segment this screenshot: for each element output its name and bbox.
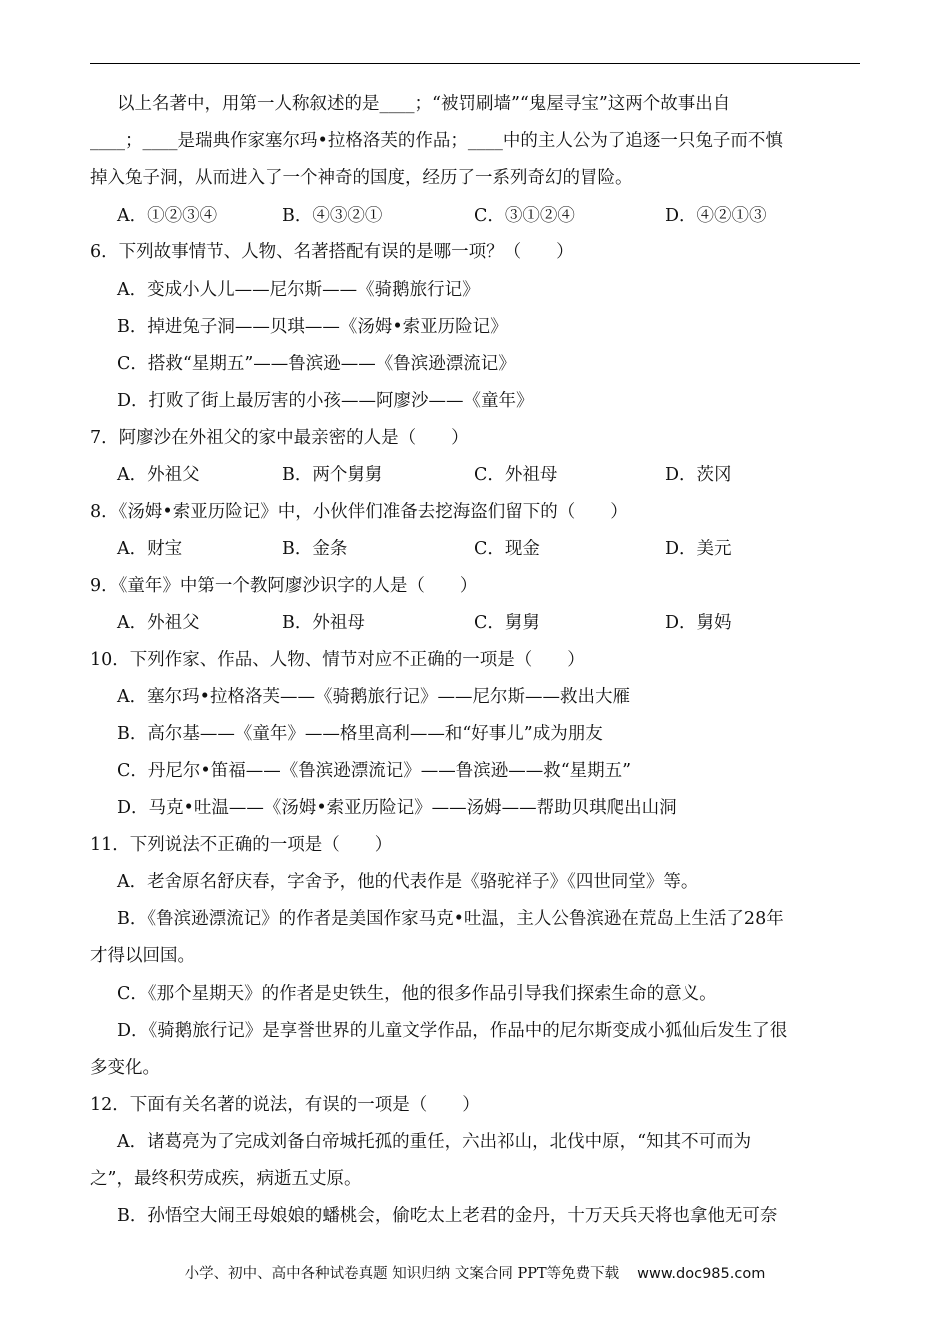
q10-stem: 10．下列作家、作品、人物、情节对应不正确的一项是（ ） [90, 650, 585, 670]
q8-option-c: C．现金 [474, 539, 540, 559]
q12-option-a-line-2: 之”，最终积劳成疾，病逝五丈原。 [90, 1169, 362, 1189]
q10-option-b: B．高尔基——《童年》——格里高利——和“好事儿”成为朋友 [117, 724, 603, 744]
q7-option-b: B．两个舅舅 [282, 465, 383, 485]
q10-option-c: C．丹尼尔•笛福——《鲁滨逊漂流记》——鲁滨逊——救“星期五” [117, 761, 632, 781]
q9-option-b: B．外祖母 [282, 613, 365, 633]
q5-paragraph-line-2: ____；____是瑞典作家塞尔玛•拉格洛芙的作品；____中的主人公为了追逐一只兔子而不慎 [90, 131, 783, 151]
q12-option-a-line-1: A．诸葛亮为了完成刘备白帝城托孤的重任，六出祁山，北伐中原，“知其不可而为 [117, 1132, 752, 1152]
q7-option-d: D．茨冈 [665, 465, 732, 485]
q12-option-b-line-1: B．孙悟空大闹王母娘娘的蟠桃会，偷吃太上老君的金丹，十万天兵天将也拿他无可奈 [117, 1206, 778, 1226]
q7-option-c: C．外祖母 [474, 465, 558, 485]
q11-option-a: A．老舍原名舒庆春，字舍予，他的代表作是《骆驼祥子》《四世同堂》等。 [117, 872, 699, 892]
q6-option-c: C．搭救“星期五”——鲁滨逊——《鲁滨逊漂流记》 [117, 354, 516, 374]
header-rule [90, 63, 860, 64]
q11-option-d-line-2: 多变化。 [90, 1058, 160, 1078]
q5-option-a: A．①②③④ [117, 206, 218, 226]
q10-option-d: D．马克•吐温——《汤姆•索亚历险记》——汤姆——帮助贝琪爬出山洞 [117, 798, 677, 818]
q9-option-d: D．舅妈 [665, 613, 732, 633]
q5-option-c: C．③①②④ [474, 206, 575, 226]
q8-option-b: B．金条 [282, 539, 348, 559]
q9-option-c: C．舅舅 [474, 613, 540, 633]
q5-option-b: B．④③②① [282, 206, 383, 226]
q12-stem: 12．下面有关名著的说法，有误的一项是（ ） [90, 1095, 480, 1115]
q7-stem: 7．阿廖沙在外祖父的家中最亲密的人是（ ） [90, 428, 469, 448]
q11-option-b-line-1: B．《鲁滨逊漂流记》的作者是美国作家马克•吐温，主人公鲁滨逊在荒岛上生活了28年 [117, 909, 784, 929]
q5-paragraph-line-1: 以上名著中，用第一人称叙述的是____；“被罚刷墙”“鬼屋寻宝”这两个故事出自 [117, 94, 731, 114]
q9-stem: 9．《童年》中第一个教阿廖沙识字的人是（ ） [90, 576, 478, 596]
q11-option-c: C．《那个星期天》的作者是史铁生，他的很多作品引导我们探索生命的意义。 [117, 984, 717, 1004]
q11-stem: 11．下列说法不正确的一项是（ ） [90, 835, 393, 855]
q6-option-a: A．变成小人儿——尼尔斯——《骑鹅旅行记》 [117, 280, 480, 300]
q7-option-a: A．外祖父 [117, 465, 200, 485]
q11-option-b-line-2: 才得以回国。 [90, 946, 195, 966]
q5-option-d: D．④②①③ [665, 206, 767, 226]
footer-text: 小学、初中、高中各种试卷真题 知识归纳 文案合同 PPT等免费下载 [184, 1266, 620, 1282]
q8-option-d: D．美元 [665, 539, 732, 559]
q6-option-b: B．掉进兔子洞——贝琪——《汤姆•索亚历险记》 [117, 317, 508, 337]
q8-stem: 8．《汤姆•索亚历险记》中，小伙伴们准备去挖海盗们留下的（ ） [90, 502, 628, 522]
page-footer [0, 1262, 950, 1283]
q9-option-a: A．外祖父 [117, 613, 200, 633]
footer-url-link[interactable]: www.doc985.com [637, 1266, 766, 1282]
q6-option-d: D．打败了街上最厉害的小孩——阿廖沙——《童年》 [117, 391, 534, 411]
q10-option-a: A．塞尔玛•拉格洛芙——《骑鹅旅行记》——尼尔斯——救出大雁 [117, 687, 630, 707]
q11-option-d-line-1: D．《骑鹅旅行记》是享誉世界的儿童文学作品，作品中的尼尔斯变成小狐仙后发生了很 [117, 1021, 788, 1041]
q6-stem: 6．下列故事情节、人物、名著搭配有误的是哪一项？（ ） [90, 242, 574, 262]
q5-paragraph-line-3: 掉入兔子洞，从而进入了一个神奇的国度，经历了一系列奇幻的冒险。 [90, 168, 633, 188]
q8-option-a: A．财宝 [117, 539, 183, 559]
